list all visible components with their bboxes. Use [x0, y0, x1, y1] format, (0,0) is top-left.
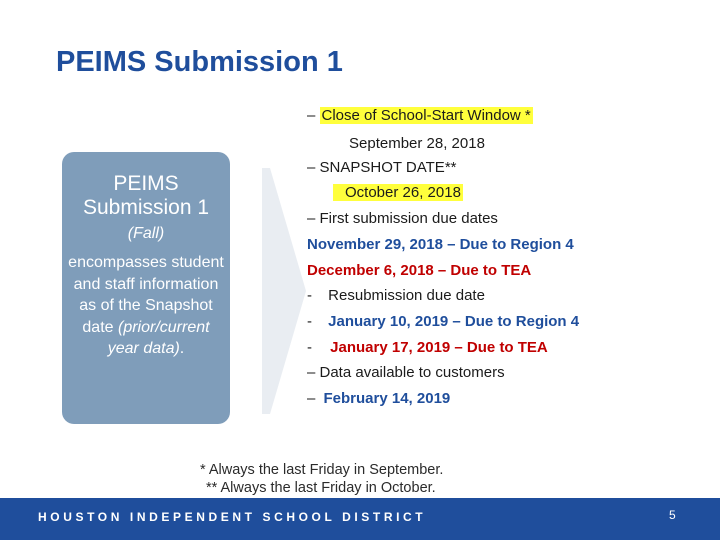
- bullet-dash: -: [307, 313, 312, 330]
- resubmission-region4-text: January 10, 2019 – Due to Region 4: [328, 313, 580, 330]
- snapshot-date-text: October 26, 2018: [333, 184, 463, 201]
- page-number: 5: [669, 508, 676, 522]
- snapshot-date-value: [333, 184, 463, 202]
- bullet-dash: –: [307, 107, 316, 124]
- box-body-end: .: [179, 340, 185, 357]
- data-available-label: – Data available to customers: [307, 364, 505, 381]
- resubmission-tea: [307, 339, 548, 357]
- chevron-arrow-icon: [262, 168, 308, 414]
- data-available-date-text: February 14, 2019: [323, 390, 451, 407]
- footnotes: [200, 461, 443, 497]
- box-body-italic: (prior/current year data): [107, 318, 210, 357]
- bullet-dash: –: [307, 390, 316, 407]
- box-title-suffix: (Fall): [127, 225, 165, 242]
- box-title-text: PEIMS Submission 1: [82, 172, 210, 219]
- bullet-dash: -: [307, 339, 312, 356]
- footnote-october: ** Always the last Friday in October.: [206, 480, 436, 496]
- resubmission-text: Resubmission due date: [328, 287, 485, 304]
- region4-due-date: November 29, 2018 – Due to Region 4: [307, 236, 574, 253]
- slide-title: PEIMS Submission 1: [56, 46, 343, 78]
- footer-org-name: HOUSTON INDEPENDENT SCHOOL DISTRICT: [38, 510, 427, 524]
- close-window-text: Close of School-Start Window *: [321, 107, 531, 124]
- resubmission-label: [307, 287, 485, 305]
- bullet-dash: -: [307, 287, 312, 304]
- resubmission-tea-text: January 17, 2019 – Due to TEA: [330, 339, 548, 356]
- footnote-september: * Always the last Friday in September.: [200, 462, 444, 478]
- bullet-close-window: [307, 107, 533, 125]
- resubmission-region4: [307, 313, 579, 331]
- first-submission-label: – First submission due dates: [307, 210, 498, 227]
- box-body-text: encompasses student and staff information as of the Snapshot date: [68, 254, 224, 336]
- tea-due-date: December 6, 2018 – Due to TEA: [307, 262, 532, 279]
- submission-info-box: [62, 152, 230, 424]
- box-description: [66, 252, 226, 360]
- footer-bar: [0, 498, 720, 540]
- data-available-date: [307, 390, 450, 408]
- box-title: [66, 172, 226, 246]
- close-window-date: September 28, 2018: [349, 135, 485, 152]
- snapshot-date-label: – SNAPSHOT DATE**: [307, 159, 457, 176]
